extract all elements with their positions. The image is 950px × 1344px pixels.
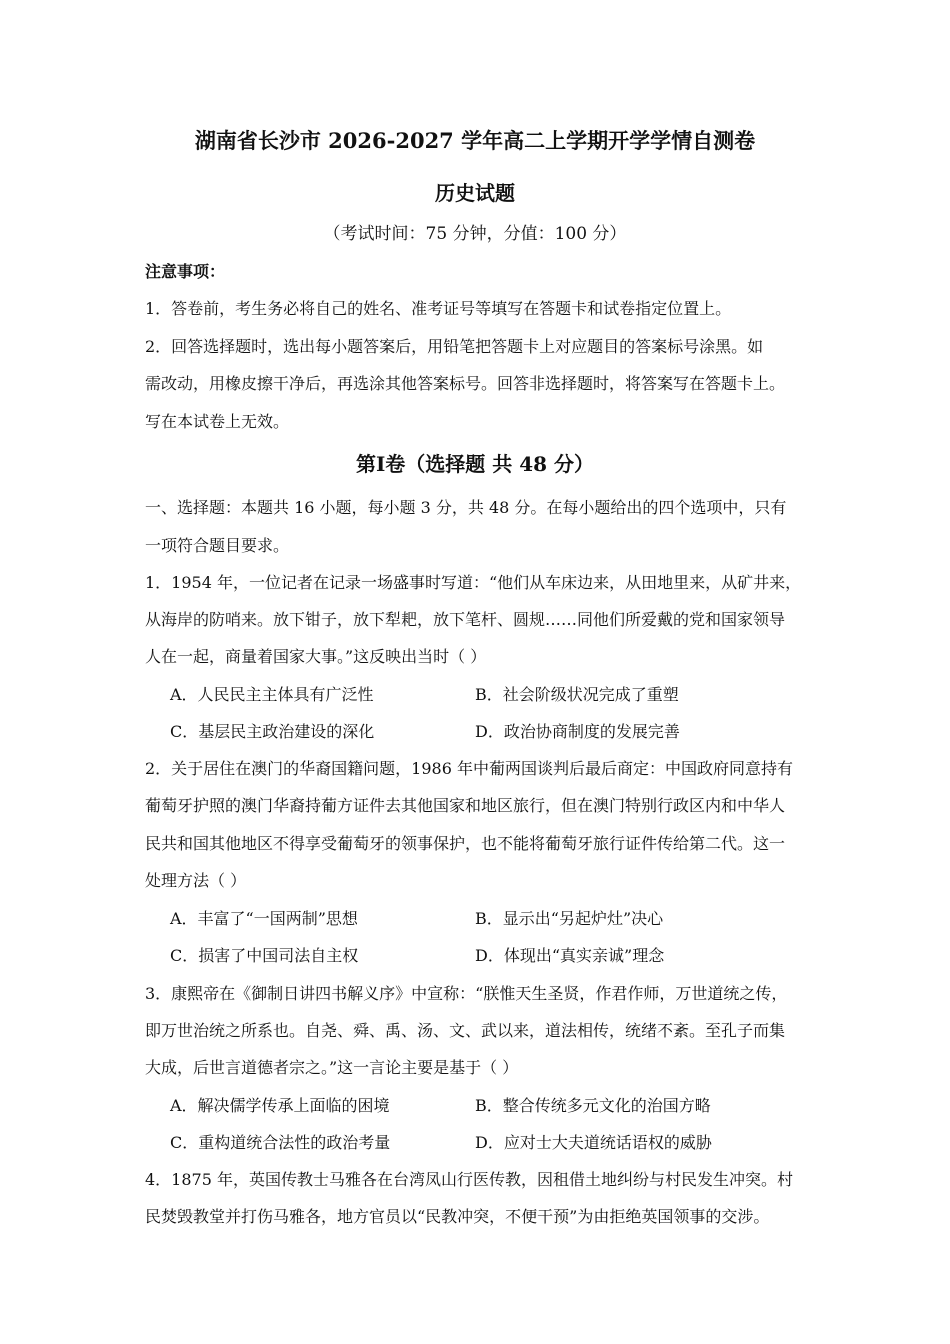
question-1-stem: 从海岸的防哨来。放下钳子，放下犁耙，放下笔杆、圆规……同他们所爱戴的党和国家领导 [145, 610, 786, 629]
section-instructions: 一、选择题：本题共 16 小题，每小题 3 分，共 48 分。在每小题给出的四个选项中，只有 [145, 498, 787, 517]
question-2-stem: 处理方法（ ） [145, 871, 247, 890]
notes-heading: 注意事项： [145, 262, 226, 281]
question-3-option-b: B．整合传统多元文化的治国方略 [475, 1096, 711, 1115]
question-4-stem: 民焚毁教堂并打伤马雅各，地方官员以“民教冲突，不便干预”为由拒绝英国领事的交涉。 [145, 1207, 770, 1226]
notes-line: 1．答卷前，考生务必将自己的姓名、准考证号等填写在答题卡和试卷指定位置上。 [145, 299, 732, 318]
section-instructions: 一项符合题目要求。 [145, 536, 290, 555]
notes-line: 写在本试卷上无效。 [145, 412, 290, 431]
exam-info: （考试时间：75 分钟，分值：100 分） [323, 224, 627, 244]
question-2-stem: 民共和国其他地区不得享受葡萄牙的领事保护，也不能将葡萄牙旅行证件传给第二代。这一 [145, 834, 786, 853]
question-3-option-a: A．解决儒学传承上面临的困境 [170, 1096, 390, 1115]
question-2-option-b: B．显示出“另起炉灶”决心 [475, 909, 664, 928]
question-1-option-d: D．政治协商制度的发展完善 [475, 722, 680, 741]
question-1-stem: 人在一起，商量着国家大事。”这反映出当时（ ） [145, 647, 487, 666]
notes-line: 需改动，用橡皮擦干净后，再选涂其他答案标号。回答非选择题时，将答案写在答题卡上。 [145, 374, 786, 393]
subject-title: 历史试题 [435, 181, 515, 205]
question-4-stem: 4．1875 年，英国传教士马雅各在台湾凤山行医传教，因租借土地纠纷与村民发生冲突。村 [145, 1170, 793, 1189]
notes-line: 2．回答选择题时，选出每小题答案后，用铅笔把答题卡上对应题目的答案标号涂黑。如 [145, 337, 764, 356]
question-2-option-d: D．体现出“真实亲诚”理念 [475, 946, 665, 965]
question-2-stem: 葡萄牙护照的澳门华裔持葡方证件去其他国家和地区旅行，但在澳门特别行政区内和中华人 [145, 796, 786, 815]
question-2-stem: 2．关于居住在澳门的华裔国籍问题，1986 年中葡两国谈判后最后商定：中国政府同意持有 [145, 759, 793, 778]
question-1-option-b: B．社会阶级状况完成了重塑 [475, 685, 679, 704]
section-heading: 第Ⅰ卷（选择题 共 48 分） [355, 452, 595, 476]
question-3-option-c: C．重构道统合法性的政治考量 [170, 1133, 391, 1152]
question-3-option-d: D．应对士大夫道统话语权的威胁 [475, 1133, 712, 1152]
exam-title: 湖南省长沙市 2026-2027 学年高二上学期开学学情自测卷 [194, 128, 756, 153]
question-3-stem: 大成，后世言道德者宗之。”这一言论主要是基于（ ） [145, 1058, 519, 1077]
question-2-option-a: A．丰富了“一国两制”思想 [170, 909, 358, 928]
question-3-stem: 3．康熙帝在《御制日讲四书解义序》中宣称：“朕惟天生圣贤，作君作师，万世道统之传， [145, 984, 788, 1003]
question-1-stem: 1．1954 年，一位记者在记录一场盛事时写道：“他们从车床边来，从田地里来，从矿井来， [145, 573, 802, 592]
question-1-option-c: C．基层民主政治建设的深化 [170, 722, 375, 741]
question-2-option-c: C．损害了中国司法自主权 [170, 946, 359, 965]
question-1-option-a: A．人民民主主体具有广泛性 [170, 685, 374, 704]
question-3-stem: 即万世治统之所系也。自尧、舜、禹、汤、文、武以来，道法相传，统绪不紊。至孔子而集 [145, 1021, 786, 1040]
